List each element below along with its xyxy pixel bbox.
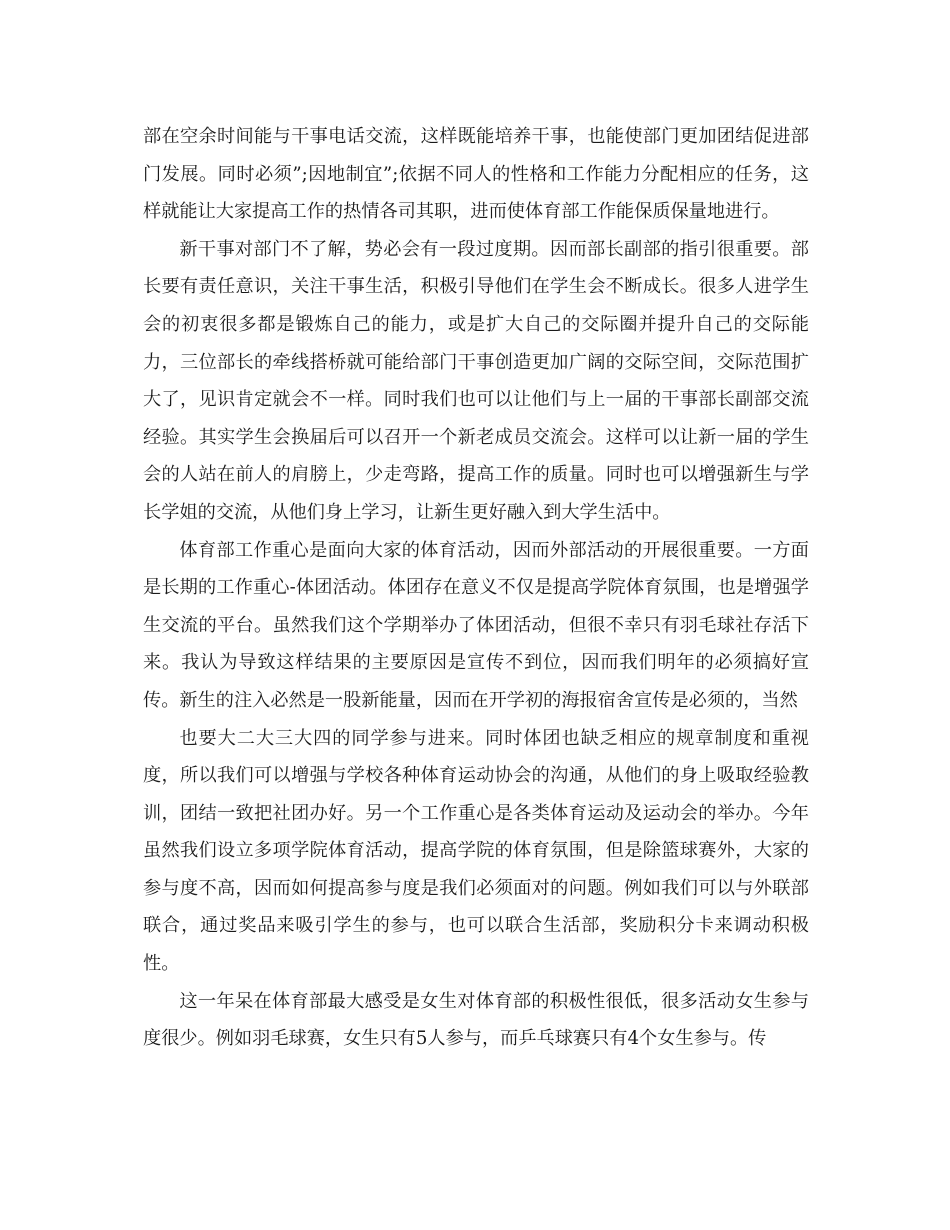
document-body bbox=[143, 118, 809, 1058]
paragraph-5: 这一年呆在体育部最大感受是女生对体育部的积极性很低，很多活动女生参与度很少。例如羽毛球赛，女生只有5人参与，而乒乓球赛只有4个女生参与。传 bbox=[143, 990, 809, 1050]
paragraph-4: 也要大二大三大四的同学参与进来。同时体团也缺乏相应的规章制度和重视度，所以我们可以增强与学校各种体育运动协会的沟通，从他们的身上吸取经验教训，团结一致把社团办好。另一个工作重心是各类体育运动及运动会的举办。今年虽然我们设立多项学院体育活动，提高学院的体育氛围，但是除篮球赛外，大家的参与度不高，因而如何提高参与度是我们必须面对的问题。例如我们可以与外联部联合，通过奖品来吸引学生的参与，也可以联合生活部，奖励积分卡来调动积极性。 bbox=[143, 727, 809, 975]
paragraph-1: 部在空余时间能与干事电话交流，这样既能培养干事，也能使部门更加团结促进部门发展。同时必须”;因地制宜”;依据不同人的性格和工作能力分配相应的任务，这样就能让大家提高工作的热情各司其职，进而使体育部工作能保质保量地进行。 bbox=[143, 126, 809, 223]
paragraph-3: 体育部工作重心是面向大家的体育活动，因而外部活动的开展很重要。一方面是长期的工作重心-体团活动。体团存在意义不仅是提高学院体育氛围，也是增强学生交流的平台。虽然我们这个学期举办了体团活动，但很不幸只有羽毛球社存活下来。我认为导致这样结果的主要原因是宣传不到位，因而我们明年的必须搞好宣传。新生的注入必然是一股新能量，因而在开学初的海报宿舍宣传是必须的，当然 bbox=[143, 539, 809, 711]
paragraph-2: 新干事对部门不了解，势必会有一段过度期。因而部长副部的指引很重要。部长要有责任意识，关注干事生活，积极引导他们在学生会不断成长。很多人进学生会的初衷很多都是锻炼自己的能力，或是扩大自己的交际圈并提升自己的交际能力，三位部长的牵线搭桥就可能给部门干事创造更加广阔的交际空间，交际范围扩大了，见识肯定就会不一样。同时我们也可以让他们与上一届的干事部长副部交流经验。其实学生会换届后可以召开一个新老成员交流会。这样可以让新一届的学生会的人站在前人的肩膀上，少走弯路，提高工作的质量。同时也可以增强新生与学长学姐的交流，从他们身上学习，让新生更好融入到大学生活中。 bbox=[143, 238, 809, 523]
